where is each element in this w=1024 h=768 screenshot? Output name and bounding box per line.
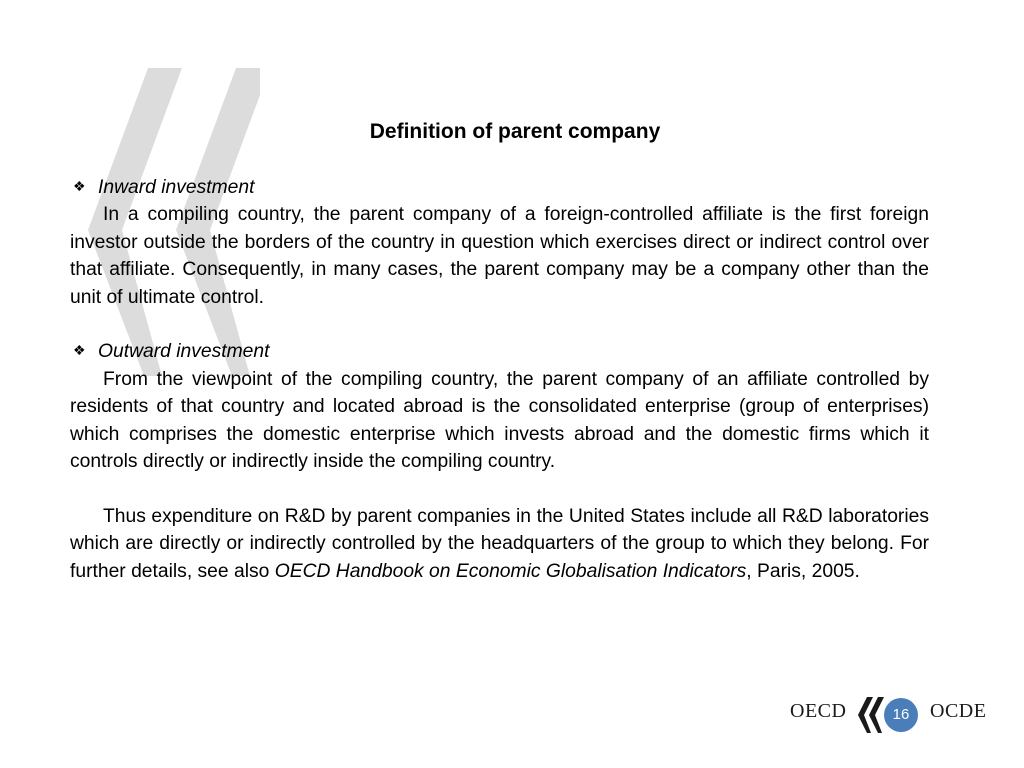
oecd-quotation-mark-icon xyxy=(856,696,886,734)
handbook-title: OECD Handbook on Economic Globalisation Indicators xyxy=(274,560,747,582)
closing-text-before: Thus expenditure on R&D by parent companies in the United States include all R&D laboratories which are directly or indirectly controlled by the headquarters of the group to which they belong. For further details, see also xyxy=(70,505,929,582)
diamond-bullet-icon: ❖ xyxy=(73,342,86,359)
oecd-logo xyxy=(790,693,995,735)
heading-inward-investment: Inward investment xyxy=(98,177,255,198)
section-outward-investment xyxy=(70,338,929,475)
paragraph-outward-investment: From the viewpoint of the compiling country, the parent company of an affiliate controlled by residents of that country and located abroad is the consolidated enterprise (group of enterprises) which comprises the domestic enterprise which invests abroad and the domestic firms which it controls directly or indirectly inside the compiling country. xyxy=(70,368,929,473)
bullet-heading-inward xyxy=(70,174,929,201)
paragraph-closing xyxy=(70,503,929,585)
paragraph-inward-investment: In a compiling country, the parent company of a foreign-controlled affiliate is the first foreign investor outside the borders of the country in question which exercises direct or indirect control over that affiliate. Consequently, in many cases, the parent company may be a company other than the unit of ultimate control. xyxy=(70,204,929,308)
heading-outward-investment: Outward investment xyxy=(98,341,270,363)
section-inward-investment xyxy=(70,174,929,311)
bullet-heading-outward xyxy=(70,338,929,365)
closing-text-after: , Paris, 2005. xyxy=(746,560,860,582)
logo-text-ocde: OCDE xyxy=(930,700,987,722)
page-number-badge: 16 xyxy=(884,698,918,732)
slide-content xyxy=(70,174,929,585)
slide-title: Definition of parent company xyxy=(369,120,661,143)
diamond-bullet-icon: ❖ xyxy=(73,178,86,194)
logo-text-oecd: OECD xyxy=(790,700,847,722)
